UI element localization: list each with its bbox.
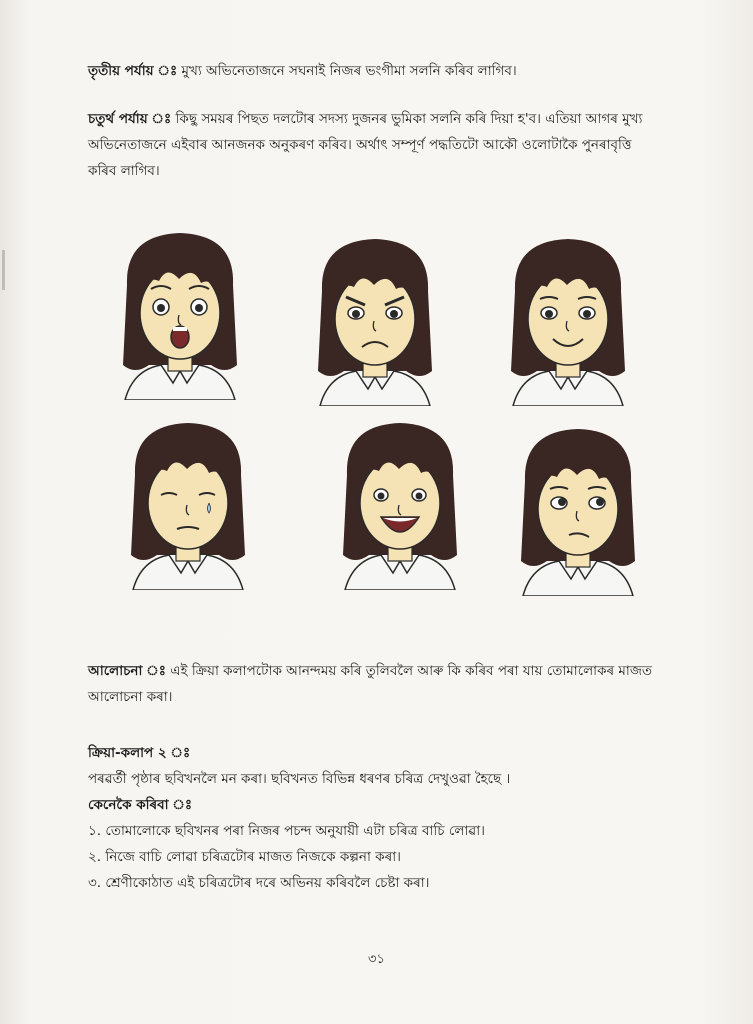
step-item: ১. তোমালোকে ছবিখনৰ পৰা নিজৰ পচন্দ অনুযায়ী এটা চৰিত্ৰ বাচি লোৱা।	[88, 823, 485, 839]
binding-edge	[2, 250, 5, 290]
step-item: ২. নিজে বাচি লোৱা চৰিত্ৰটোৰ মাজত নিজকে কল্পনা কৰা।	[88, 849, 401, 865]
discussion-label: আলোচনা ঃ	[88, 663, 166, 679]
stage4-paragraph	[88, 106, 718, 184]
face-thinking	[513, 421, 643, 596]
discussion-line1: এই ক্ৰিয়া কলাপটোক আনন্দময় কৰি তুলিবলৈ আৰু কি কৰিব পৰা যায় তোমালোকৰ মাজত	[170, 663, 653, 679]
stage4-line2: অভিনেতাজনে এইবাৰ আনজনক অনুকৰণ কৰিব। অৰ্থাৎ সম্পূৰ্ণ পদ্ধতিটো আকৌ ওলোটাকৈ পুনৰাবৃত্তি	[88, 137, 632, 153]
face-crying	[123, 415, 253, 590]
face-surprised	[115, 225, 245, 400]
stage3-paragraph	[88, 58, 718, 84]
stage3-label: তৃতীয় পৰ্যায় ঃ	[88, 63, 178, 79]
how-to-heading: কেনেকৈ কৰিবা ঃ	[88, 797, 193, 813]
expressions-illustration	[115, 225, 645, 595]
stage3-text: মুখ্য অভিনেতাজনে সঘনাই নিজৰ ভংগীমা সলনি কৰিব লাগিব।	[181, 63, 517, 79]
face-angry	[310, 231, 440, 406]
face-smiling	[503, 231, 633, 406]
stage4-label: চতুৰ্থ পৰ্যায় ঃ	[88, 111, 172, 127]
activity-section	[88, 740, 718, 896]
page-number: ৩১	[368, 952, 385, 967]
stage4-line3: কৰিব লাগিব।	[88, 163, 160, 179]
activity-heading: ক্ৰিয়া-কলাপ ২ ঃ	[88, 745, 191, 761]
discussion-line2: আলোচনা কৰা।	[88, 689, 173, 705]
discussion-paragraph	[88, 658, 718, 710]
activity-intro: পৰৱৰ্তী পৃষ্ঠাৰ ছবিখনলৈ মন কৰা। ছবিখনত বিভিন্ন ধৰণৰ চৰিত্ৰ দেখুওৱা হৈছে ।	[88, 771, 511, 787]
step-item: ৩. শ্ৰেণীকোঠাত এই চৰিত্ৰটোৰ দৰে অভিনয় কৰিবলৈ চেষ্টা কৰা।	[88, 875, 430, 891]
face-laughing	[335, 415, 465, 590]
stage4-line1: কিছু সময়ৰ পিছত দলটোৰ সদস্য দুজনৰ ভুমিকা সলনি কৰি দিয়া হ'ব। এতিয়া আগৰ মুখ্য	[175, 111, 643, 127]
